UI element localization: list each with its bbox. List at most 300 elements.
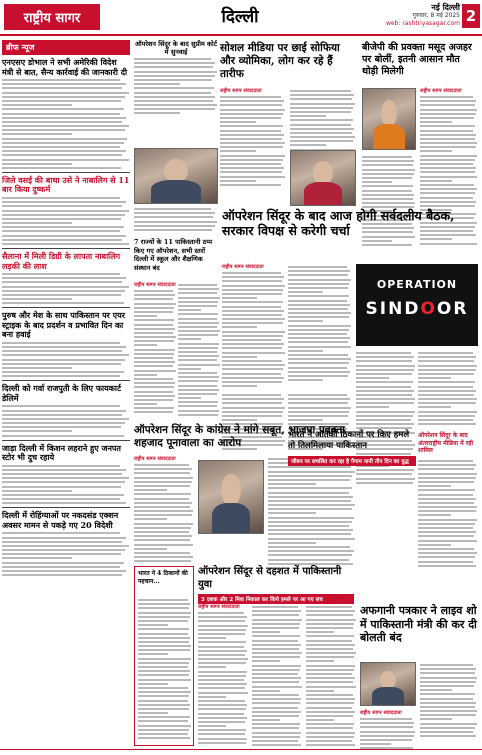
- story-body: [178, 284, 220, 416]
- text-line: [418, 402, 476, 404]
- text-line: [178, 380, 218, 382]
- text-line: [418, 489, 475, 491]
- bharat-body: [138, 597, 192, 741]
- text-line: [418, 468, 474, 470]
- text-line: [418, 502, 474, 504]
- text-line: [2, 96, 125, 98]
- text-line: [134, 357, 173, 359]
- text-line: [418, 411, 477, 413]
- text-line: [360, 735, 414, 737]
- text-line: [418, 548, 474, 550]
- text-line: [2, 481, 125, 483]
- text-line: [306, 623, 354, 625]
- byline: राष्ट्रीय सागर संवाददाता: [360, 710, 402, 716]
- text-line: [418, 498, 476, 500]
- text-line: [134, 336, 176, 338]
- text-line: [198, 637, 226, 639]
- text-line: [2, 494, 124, 496]
- text-line: [178, 405, 217, 407]
- congress-col1: [134, 456, 194, 565]
- text-line: [2, 226, 124, 228]
- story-body: [134, 464, 194, 562]
- text-line: [198, 641, 246, 643]
- text-line: [198, 704, 247, 706]
- text-line: [138, 683, 168, 685]
- text-line: [2, 435, 124, 437]
- text-line: [252, 623, 300, 625]
- text-line: [178, 347, 218, 349]
- text-line: [356, 406, 389, 408]
- text-line: [356, 411, 415, 413]
- divider: [2, 248, 130, 249]
- text-line: [2, 117, 126, 119]
- text-line: [356, 381, 413, 383]
- text-line: [362, 169, 415, 171]
- text-line: [288, 350, 323, 352]
- text-line: [288, 398, 350, 400]
- text-line: [418, 365, 477, 367]
- text-line: [420, 146, 476, 148]
- text-line: [306, 648, 353, 650]
- text-line: [2, 294, 121, 296]
- text-line: [2, 298, 72, 300]
- story-body: [198, 612, 248, 744]
- text-line: [138, 616, 190, 618]
- text-line: [288, 337, 350, 339]
- text-line: [134, 523, 193, 525]
- text-line: [288, 411, 349, 413]
- brief-headline: दिल्ली को गर्वा राजपुती के लिए फायकार्ट डेलिमें: [2, 383, 122, 403]
- brief-headline: जिले वसई की बाथा उसे ने नाबालिग से 11 बार किया दुष्कर्म: [2, 174, 130, 195]
- text-line: [2, 273, 120, 275]
- text-line: [138, 599, 188, 601]
- text-line: [420, 125, 475, 127]
- text-line: [134, 552, 190, 554]
- text-line: [252, 715, 299, 717]
- text-line: [420, 710, 477, 712]
- text-line: [2, 121, 122, 123]
- text-line: [2, 302, 124, 304]
- text-line: [138, 666, 188, 668]
- text-line: [198, 729, 246, 731]
- text-line: [362, 240, 392, 242]
- text-line: [134, 493, 191, 495]
- afghan-col2: [420, 662, 478, 739]
- text-line: [2, 210, 129, 212]
- text-line: [356, 390, 414, 392]
- story-body: [418, 352, 478, 425]
- court-photo: [134, 148, 218, 204]
- text-line: [2, 205, 122, 207]
- text-line: [420, 96, 473, 98]
- text-line: [418, 415, 475, 417]
- text-line: [2, 359, 125, 361]
- panic-col2: [252, 604, 302, 748]
- text-line: [420, 134, 476, 136]
- text-line: [2, 498, 120, 500]
- text-line: [198, 633, 245, 635]
- text-line: [252, 740, 298, 742]
- divider: [2, 507, 130, 508]
- text-line: [222, 335, 283, 337]
- text-line: [222, 301, 283, 303]
- text-line: [222, 352, 285, 354]
- text-line: [418, 406, 451, 408]
- text-line: [222, 407, 285, 409]
- text-line: [356, 415, 413, 417]
- text-line: [306, 656, 354, 658]
- text-line: [418, 369, 476, 371]
- text-line: [222, 339, 281, 341]
- text-line: [2, 553, 121, 555]
- text-line: [134, 83, 180, 85]
- text-line: [220, 125, 283, 127]
- text-line: [418, 373, 474, 375]
- text-line: [268, 559, 349, 561]
- text-line: [420, 197, 473, 199]
- text-line: [2, 100, 121, 102]
- text-line: [268, 563, 353, 565]
- text-line: [418, 352, 473, 354]
- text-line: [2, 532, 120, 534]
- text-line: [418, 565, 476, 567]
- text-line: [306, 740, 352, 742]
- text-line: [222, 289, 283, 291]
- text-line: [138, 691, 191, 693]
- text-line: [268, 512, 316, 514]
- text-line: [222, 326, 257, 328]
- text-line: [252, 690, 280, 692]
- text-line: [252, 723, 300, 725]
- text-line: [198, 671, 247, 673]
- text-line: [418, 360, 474, 362]
- text-line: [134, 391, 173, 393]
- text-line: [138, 658, 191, 660]
- text-line: [220, 180, 256, 182]
- text-line: [268, 529, 353, 531]
- text-line: [134, 349, 175, 351]
- divider: [2, 172, 130, 173]
- text-line: [2, 570, 126, 572]
- text-line: [252, 736, 300, 738]
- text-line: [178, 355, 219, 357]
- text-line: [2, 545, 129, 547]
- text-line: [2, 150, 126, 152]
- text-line: [362, 173, 414, 175]
- text-line: [252, 727, 299, 729]
- text-line: [2, 430, 72, 432]
- text-line: [356, 373, 412, 375]
- text-line: [420, 664, 473, 666]
- text-line: [134, 518, 167, 520]
- text-line: [2, 235, 126, 237]
- text-line: [420, 180, 452, 182]
- paper-name: राष्ट्रीय सागर: [4, 4, 100, 30]
- panic-tag: 3 दशक और 2 मिक निकाल कर किये हमले पर आ गए सच: [198, 594, 354, 604]
- text-line: [418, 527, 473, 529]
- text-line: [288, 379, 323, 381]
- text-line: [252, 606, 298, 608]
- text-line: [138, 624, 168, 626]
- text-line: [306, 715, 353, 717]
- text-line: [138, 607, 189, 609]
- text-line: [306, 614, 353, 616]
- text-line: [222, 377, 284, 379]
- text-line: [178, 397, 201, 399]
- text-line: [134, 548, 167, 550]
- text-line: [2, 218, 121, 220]
- text-line: [134, 370, 176, 372]
- text-line: [290, 119, 353, 121]
- text-line: [420, 723, 477, 725]
- text-line: [222, 293, 282, 295]
- text-line: [2, 201, 126, 203]
- text-line: [418, 460, 473, 462]
- text-line: [134, 112, 180, 114]
- operation-sindoor-graphic: [356, 264, 478, 346]
- text-line: [420, 718, 452, 720]
- text-line: [420, 698, 473, 700]
- text-line: [418, 561, 473, 563]
- panic-headline: ऑपरेशन सिंदूर से दहशत में पाकिस्तानी युवा: [198, 566, 342, 590]
- text-line: [252, 619, 302, 621]
- text-line: [2, 214, 125, 216]
- text-line: [2, 230, 120, 232]
- text-line: [2, 354, 129, 356]
- text-line: [134, 498, 189, 500]
- text-line: [418, 390, 476, 392]
- text-line: [222, 306, 281, 308]
- text-line: [138, 633, 188, 635]
- text-line: [2, 129, 125, 131]
- text-line: [2, 159, 129, 161]
- text-line: [362, 185, 413, 187]
- text-line: [356, 402, 414, 404]
- text-line: [418, 481, 474, 483]
- masthead-site: web: rashtriyasagar.com: [385, 20, 460, 27]
- text-line: [134, 403, 157, 405]
- text-line: [268, 492, 349, 494]
- text-line: [2, 163, 72, 165]
- supreme-court-story: [134, 40, 218, 117]
- text-line: [290, 132, 352, 134]
- text-line: [418, 377, 451, 379]
- text-line: [178, 368, 201, 370]
- text-line: [134, 307, 174, 309]
- text-line: [222, 356, 257, 358]
- text-line: [178, 376, 219, 378]
- text-line: [306, 736, 354, 738]
- text-line: [252, 669, 300, 671]
- text-line: [134, 71, 217, 73]
- text-line: [268, 521, 352, 523]
- text-line: [138, 716, 190, 718]
- byline: राष्ट्रीय सागर संवाददाता: [134, 456, 176, 462]
- text-line: [420, 677, 477, 679]
- text-line: [2, 477, 129, 479]
- text-line: [290, 103, 355, 105]
- text-line: [268, 487, 352, 489]
- text-line: [134, 353, 174, 355]
- text-line: [134, 221, 217, 223]
- text-line: [252, 744, 301, 746]
- text-line: [290, 90, 351, 92]
- text-line: [2, 465, 120, 467]
- text-line: [290, 140, 353, 142]
- text-line: [220, 171, 282, 173]
- byline: राष्ट्रीय सागर संवाददाता: [220, 88, 262, 94]
- text-line: [138, 620, 188, 622]
- text-line: [418, 556, 475, 558]
- text-line: [220, 155, 285, 157]
- sofia-story-col1: [220, 88, 286, 188]
- text-line: [178, 343, 219, 345]
- text-line: [420, 706, 475, 708]
- text-line: [418, 464, 476, 466]
- text-line: [220, 138, 282, 140]
- text-line: [220, 159, 283, 161]
- text-line: [2, 410, 126, 412]
- story-body: [2, 405, 130, 436]
- text-line: [420, 693, 475, 695]
- text-line: [178, 359, 217, 361]
- text-line: [290, 124, 351, 126]
- text-line: [362, 181, 392, 183]
- text-line: [252, 656, 300, 658]
- text-line: [306, 652, 356, 654]
- text-line: [222, 398, 284, 400]
- text-line: [420, 171, 475, 173]
- story-body: [360, 718, 416, 749]
- divider: [2, 307, 130, 308]
- text-line: [220, 150, 256, 152]
- brief-news-list: [2, 58, 130, 576]
- brief-news-title: ब्रीफ न्यूज: [2, 40, 130, 55]
- story-body: [134, 290, 176, 413]
- text-line: [134, 489, 167, 491]
- text-line: [138, 737, 190, 739]
- story-body: [134, 208, 218, 231]
- side-box-headline: ऑपरेशन सिंदूर के बाद अंतरराष्ट्रीय मीडिया में रही शामिल: [418, 432, 473, 454]
- text-line: [2, 422, 125, 424]
- story-body: [2, 79, 130, 169]
- text-line: [306, 660, 334, 662]
- congress-col2: [268, 456, 356, 567]
- text-line: [268, 508, 352, 510]
- text-line: [288, 295, 349, 297]
- text-line: [134, 104, 217, 106]
- text-line: [252, 732, 301, 734]
- text-line: [2, 83, 126, 85]
- text-line: [2, 342, 120, 344]
- text-line: [178, 338, 201, 340]
- text-line: [356, 377, 389, 379]
- text-line: [356, 469, 414, 471]
- text-line: [360, 743, 391, 745]
- allparty-col2: [288, 264, 352, 383]
- text-line: [288, 394, 347, 396]
- text-line: [220, 117, 281, 119]
- text-line: [252, 677, 301, 679]
- text-line: [178, 284, 217, 286]
- text-line: [306, 627, 353, 629]
- text-line: [134, 290, 173, 292]
- text-line: [198, 708, 246, 710]
- text-line: [134, 464, 189, 466]
- text-line: [420, 727, 475, 729]
- text-line: [2, 87, 122, 89]
- text-line: [134, 108, 215, 110]
- story-body: [2, 342, 130, 378]
- text-line: [134, 303, 176, 305]
- text-line: [306, 694, 353, 696]
- text-line: [178, 351, 217, 353]
- text-line: [418, 356, 476, 358]
- text-line: [306, 744, 355, 746]
- text-line: [420, 714, 476, 716]
- text-line: [362, 190, 412, 192]
- text-line: [134, 298, 173, 300]
- page-number: 2: [462, 4, 480, 28]
- text-line: [252, 648, 299, 650]
- text-line: [198, 700, 245, 702]
- text-line: [362, 202, 415, 204]
- text-line: [306, 635, 354, 637]
- byline: राष्ट्रीय सागर संवाददाता: [420, 88, 462, 94]
- text-line: [198, 612, 244, 614]
- text-line: [138, 641, 189, 643]
- text-line: [134, 514, 192, 516]
- text-line: [306, 610, 355, 612]
- text-line: [138, 704, 190, 706]
- text-line: [178, 393, 217, 395]
- schools-story-col1: [134, 282, 176, 416]
- text-line: [288, 367, 347, 369]
- story-body: [2, 197, 130, 245]
- text-line: [222, 394, 281, 396]
- text-line: [288, 304, 350, 306]
- side-box-body: [418, 458, 478, 569]
- text-line: [198, 738, 247, 740]
- text-line: [252, 644, 301, 646]
- text-line: [2, 167, 121, 169]
- text-line: [252, 719, 280, 721]
- text-line: [222, 347, 282, 349]
- text-line: [138, 729, 189, 731]
- text-line: [356, 386, 411, 388]
- text-line: [2, 346, 126, 348]
- text-line: [288, 270, 350, 272]
- text-line: [2, 486, 121, 488]
- text-line: [222, 276, 284, 278]
- text-line: [362, 160, 414, 162]
- text-line: [418, 394, 474, 396]
- text-line: [222, 373, 281, 375]
- story-body: [138, 599, 192, 739]
- text-line: [134, 92, 211, 94]
- story-body: [134, 58, 218, 114]
- congress-headline: ऑपरेशन सिंदूर के कांग्रेस ने मांगे सबूत, भाजपा प्रवक्ता शहजाद पूनावाला का आरोप: [134, 424, 345, 449]
- text-line: [134, 208, 211, 210]
- text-line: [198, 687, 245, 689]
- bharat-headline: भारत ने 4 ठिकानों की पहचान...: [138, 570, 188, 585]
- text-line: [306, 690, 334, 692]
- afghan-headline: अफगानी पत्रकार ने लाइव शो में पाकिस्तानी मंत्री की कर दी बोलती बंद: [360, 604, 477, 644]
- text-line: [288, 419, 323, 421]
- text-line: [134, 225, 215, 227]
- byline: राष्ट्रीय सागर संवाददाता: [222, 264, 264, 270]
- text-line: [252, 681, 299, 683]
